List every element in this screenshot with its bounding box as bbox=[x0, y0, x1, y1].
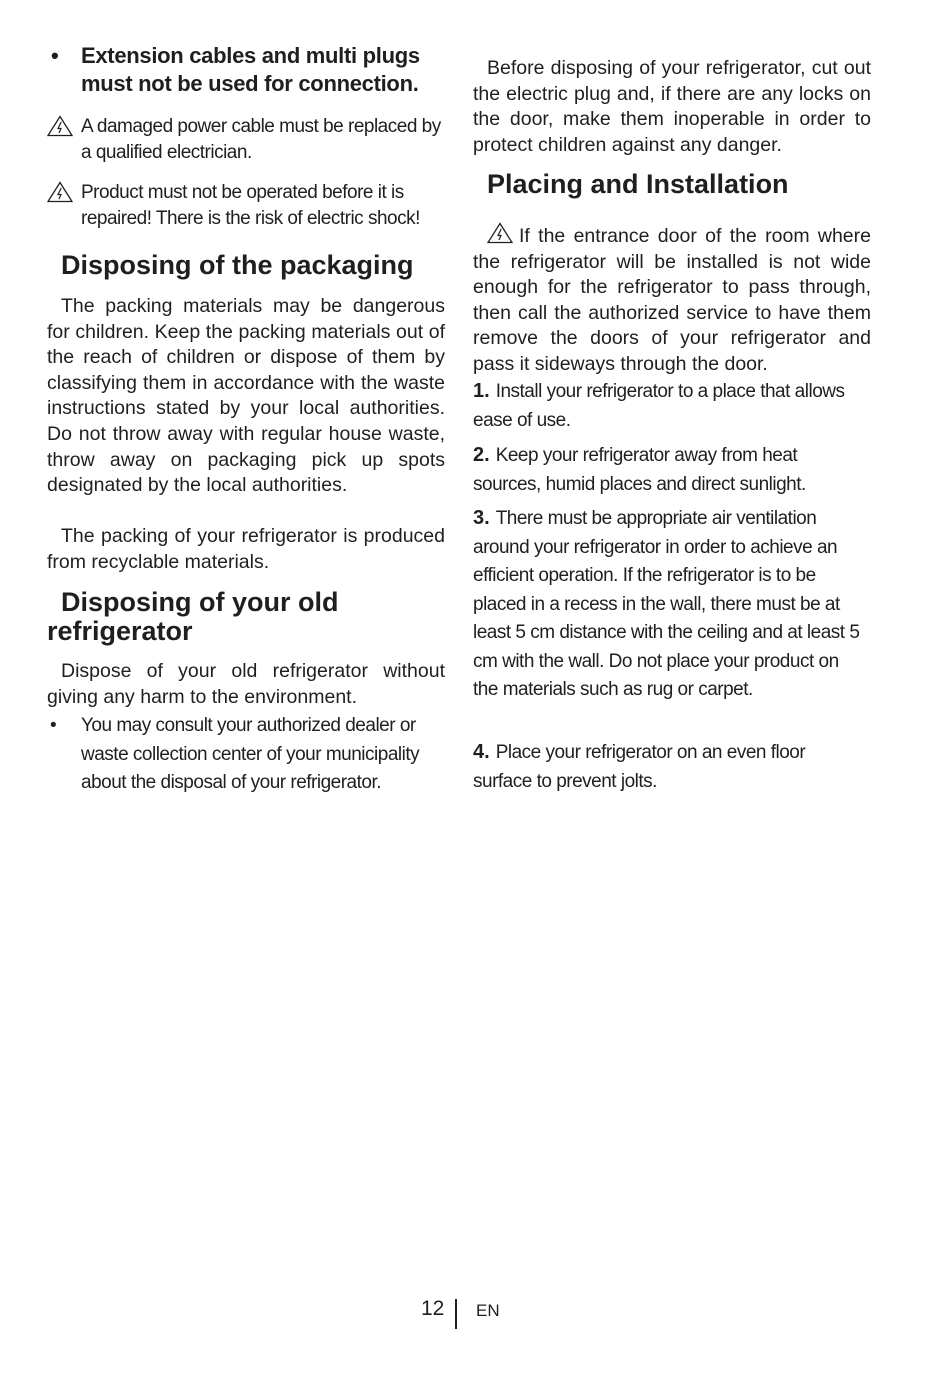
step-text: Place your refrigerator on an even floor surface to prevent jolts. bbox=[473, 742, 806, 792]
step-number: 2. bbox=[473, 444, 490, 466]
cable-warning-bullet bbox=[47, 42, 445, 98]
step-text: Keep your refrigerator away from heat sources, humid places and direct sunlight. bbox=[473, 445, 806, 495]
step-text: There must be appropriate air ventilation around your refrigerator in order to achieve an efficient operation. If the refrigerator is to be placed in a recess in the wall, there must be at least 5 cm distance with the ceiling and at least 5 cm with the wall. Do not place your product on the materials such as rug or carpet. bbox=[473, 508, 860, 700]
step-text: Install your refrigerator to a place that allows ease of use. bbox=[473, 381, 845, 431]
warning-electric-shock bbox=[47, 180, 447, 232]
old-refrigerator-intro: Dispose of your old refrigerator without giving any harm to the environment. bbox=[47, 660, 445, 708]
warning-text: Product must not be operated before it is repaired! There is the risk of electric shock! bbox=[81, 182, 420, 229]
packaging-paragraph: The packing materials may be dangerous for children. Keep the packing materials out of the reach of children or dispose of them by classifying them in accordance with the waste instructions stated by your local authorities. Do not throw away with regular house waste, throw away on packaging pick up spots designated by the local authorities. bbox=[47, 295, 445, 497]
section-title-old-refrigerator: Disposing of your old refrigerator bbox=[47, 587, 339, 646]
bullet-text: You may consult your authorized dealer or waste collection center of your municipality about the disposal of your refrigerator. bbox=[81, 715, 420, 793]
install-step-3 bbox=[473, 504, 863, 705]
warning-triangle-icon bbox=[47, 181, 73, 203]
warning-text: A damaged power cable must be replaced by a qualified electrician. bbox=[81, 116, 441, 163]
install-step-2 bbox=[473, 441, 843, 499]
language-code: EN bbox=[476, 1301, 500, 1320]
before-disposing-paragraph: Before disposing of your refrigerator, cut out the electric plug and, if there are any locks on the door, make them inoperable in order to protect children against any danger. bbox=[473, 57, 871, 156]
step-number: 3. bbox=[473, 507, 490, 529]
section-title-placing: Placing and Installation bbox=[487, 169, 789, 199]
warning-triangle-icon bbox=[47, 115, 73, 137]
install-step-4 bbox=[473, 738, 853, 796]
bullet-point: • bbox=[51, 43, 59, 68]
footer-divider bbox=[455, 1299, 457, 1329]
bullet-point: • bbox=[50, 715, 57, 736]
packaging-recyclable-paragraph: The packing of your refrigerator is produced from recyclable materials. bbox=[47, 525, 445, 573]
step-number: 4. bbox=[473, 741, 490, 763]
consult-dealer-bullet bbox=[47, 712, 445, 798]
section-title-packaging: Disposing of the packaging bbox=[61, 250, 414, 280]
install-step-1 bbox=[473, 377, 871, 435]
page-number: 12 bbox=[421, 1297, 445, 1320]
placing-warning bbox=[473, 222, 871, 378]
bullet-text: Extension cables and multi plugs must not be used for connection. bbox=[81, 43, 420, 96]
warning-damaged-cable bbox=[47, 114, 447, 166]
step-number: 1. bbox=[473, 380, 490, 402]
warning-triangle-icon bbox=[487, 222, 513, 244]
warning-text: If the entrance door of the room where the refrigerator will be installed is not wide enough for the refrigerator to pass through, then call the authorized service to have them remove the doors of your refrigerator and pass it sideways through the door. bbox=[473, 225, 871, 375]
